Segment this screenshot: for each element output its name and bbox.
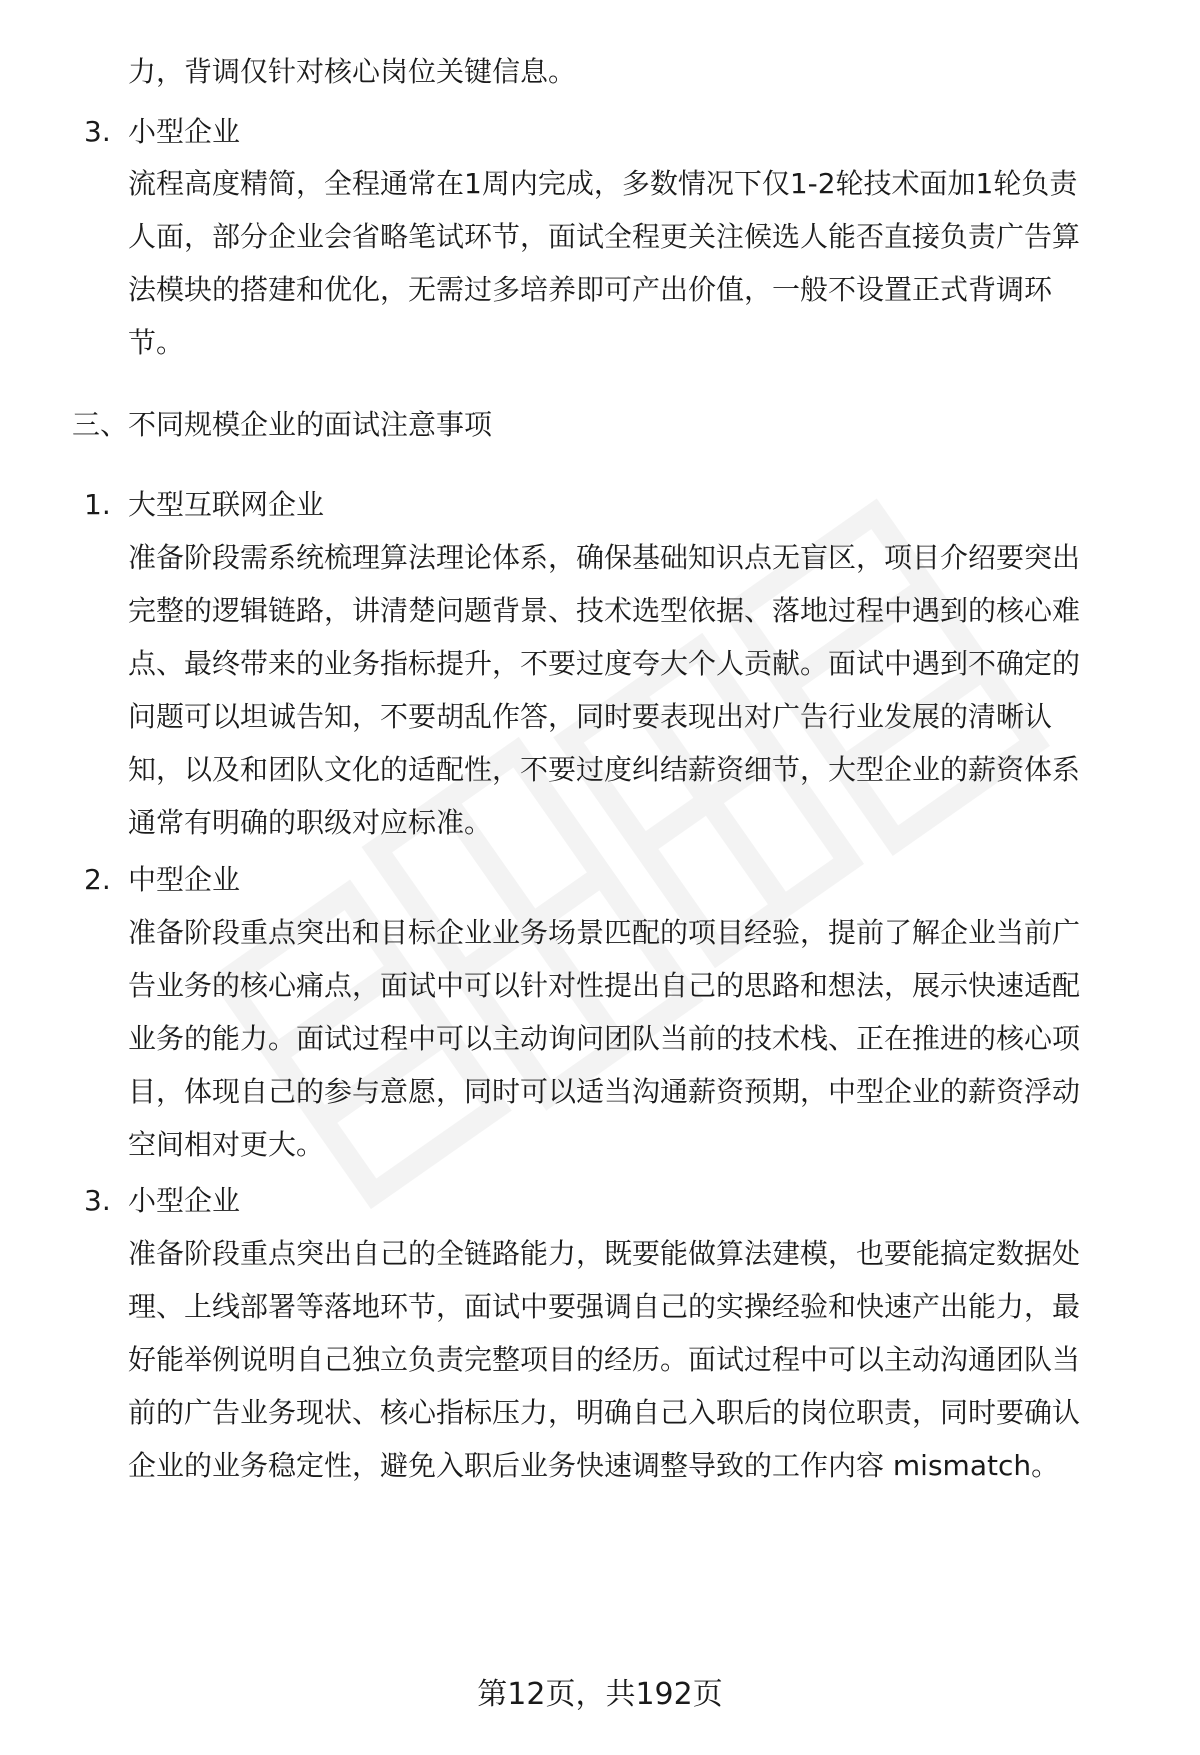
item-3-paragraph-line: 理、上线部署等落地环节，面试中要强调自己的实操经验和快速产出能力，最: [128, 1290, 1081, 1323]
item-3-paragraph-line: 好能举例说明自己独立负责完整项目的经历。面试过程中可以主动沟通团队当: [128, 1343, 1081, 1376]
intro-tail-text: 力，背调仅针对核心岗位关键信息。: [128, 55, 577, 88]
item-2-title: 中型企业: [128, 863, 241, 896]
item-1-paragraph-line: 问题可以坦诚告知，不要胡乱作答，同时要表现出对广告行业发展的清晰认: [128, 700, 1053, 733]
item-3-paragraph-line: 前的广告业务现状、核心指标压力，明确自己入职后的岗位职责，同时要确认: [128, 1396, 1081, 1429]
top-item-number: 3.: [84, 115, 111, 148]
top-item-paragraph-line: 人面，部分企业会省略笔试环节，面试全程更关注候选人能否直接负责广告算: [128, 220, 1081, 253]
item-2-paragraph-line: 目，体现自己的参与意愿，同时可以适当沟通薪资预期，中型企业的薪资浮动: [128, 1075, 1081, 1108]
item-2-paragraph-line: 空间相对更大。: [128, 1128, 325, 1161]
item-3-paragraph-line: 企业的业务稳定性，避免入职后业务快速调整导致的工作内容 mismatch。: [128, 1449, 1060, 1482]
item-1-paragraph-line: 完整的逻辑链路，讲清楚问题背景、技术选型依据、落地过程中遇到的核心难: [128, 594, 1081, 627]
item-2-number: 2.: [84, 863, 111, 896]
item-1-number: 1.: [84, 488, 111, 521]
item-1-paragraph-line: 通常有明确的职级对应标准。: [128, 806, 493, 839]
item-1-title: 大型互联网企业: [128, 488, 325, 521]
item-1-paragraph-line: 准备阶段需系统梳理算法理论体系，确保基础知识点无盲区，项目介绍要突出: [128, 541, 1081, 574]
item-3-title: 小型企业: [128, 1184, 241, 1217]
item-1-paragraph-line: 知，以及和团队文化的适配性，不要过度纠结薪资细节，大型企业的薪资体系: [128, 753, 1081, 786]
top-item-title: 小型企业: [128, 115, 241, 148]
top-item-paragraph-line: 节。: [128, 326, 185, 359]
item-2-paragraph-line: 告业务的核心痛点，面试中可以针对性提出自己的思路和想法，展示快速适配: [128, 969, 1081, 1002]
item-2-paragraph-line: 业务的能力。面试过程中可以主动询问团队当前的技术栈、正在推进的核心项: [128, 1022, 1081, 1055]
item-2-paragraph-line: 准备阶段重点突出和目标企业业务场景匹配的项目经验，提前了解企业当前广: [128, 916, 1081, 949]
page-number-footer: 第12页，共192页: [477, 1677, 723, 1712]
top-item-paragraph-line: 流程高度精简，全程通常在1周内完成，多数情况下仅1-2轮技术面加1轮负责: [128, 167, 1078, 200]
item-3-number: 3.: [84, 1184, 111, 1217]
item-1-paragraph-line: 点、最终带来的业务指标提升，不要过度夸大个人贡献。面试中遇到不确定的: [128, 647, 1081, 680]
section-title: 三、不同规模企业的面试注意事项: [72, 408, 493, 441]
top-item-paragraph-line: 法模块的搭建和优化，无需过多培养即可产出价值，一般不设置正式背调环: [128, 273, 1053, 306]
item-3-paragraph-line: 准备阶段重点突出自己的全链路能力，既要能做算法建模，也要能搞定数据处: [128, 1237, 1081, 1270]
